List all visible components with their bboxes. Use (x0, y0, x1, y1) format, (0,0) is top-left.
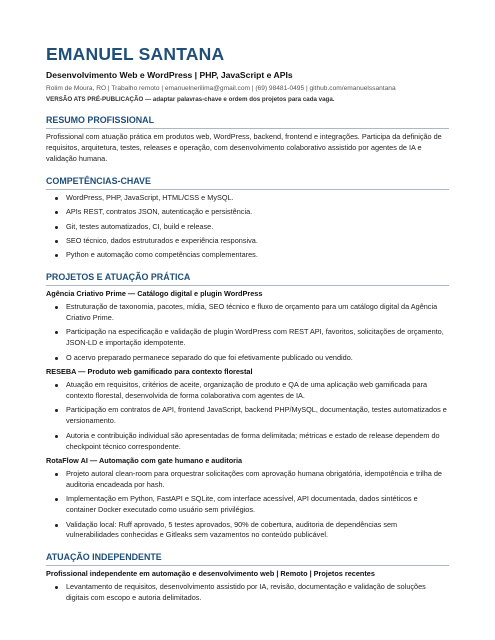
project-bullet: Estruturação de taxonomia, pacotes, mídia, SEO técnico e fluxo de orçamento para um catálogo digital da Agência Criativo Prime. (46, 302, 449, 324)
skill-item: SEO técnico, dados estruturados e experiência responsiva. (46, 236, 449, 247)
summary-text: Profissional com atuação prática em produtos web, WordPress, backend, frontend e integrações. Participa da definição de requisitos, arquitetura, testes, releases e operação, com desenvolvimento colaborativo assistido por agentes de IA e validação humana. (46, 132, 442, 163)
project-bullet: Validação local: Ruff aprovado, 5 testes aprovados, 90% de cobertura, auditoria de dependências sem vulnerabilidades conhecidas e Gitleaks sem vazamentos no conteúdo publicável. (46, 520, 449, 542)
project-bullet: Participação na especificação e validação de plugin WordPress com REST API, favoritos, solicitações de orçamento, JSON-LD e importação idempotente. (46, 327, 449, 349)
project-bullet: Projeto autoral clean-room para orquestrar solicitações com aprovação humana obrigatória, idempotência e trilha de auditoria encadeada por hash. (46, 469, 449, 491)
skill-item: Git, testes automatizados, CI, build e release. (46, 222, 449, 233)
headline: Desenvolvimento Web e WordPress | PHP, JavaScript e APIs (46, 70, 293, 80)
section-title-skills: COMPETÊNCIAS-CHAVE (46, 175, 449, 190)
independent-bullet: Levantamento de requisitos, desenvolvimento assistido por IA, revisão, documentação e validação de soluções digitais com escopo e autoria delimitados. (46, 582, 449, 604)
section-title-independent: ATUAÇÃO INDEPENDENTE (46, 551, 449, 566)
skills-list (46, 193, 449, 262)
independent-section (46, 551, 449, 604)
contact-line: Rolim de Moura, RO | Trabalho remoto | emanuelnerilima@gmail.com | (69) 98481-0495 | github.com/emanuelssantana (46, 85, 396, 92)
skill-item: Python e automação como competências complementares. (46, 250, 449, 261)
project-bullet: Atuação em requisitos, critérios de aceite, organização de produto e QA de uma aplicação web gamificada para contexto florestal, desenvolvida de forma colaborativa com agentes de IA. (46, 380, 449, 402)
independent-role: Profissional independente em automação e desenvolvimento web | Remoto | Projetos recentes (46, 569, 375, 579)
project-bullet: Participação em contratos de API, frontend JavaScript, backend PHP/MySQL, documentação, testes automatizados e versionamento. (46, 405, 449, 427)
independent-bullets (46, 582, 449, 604)
project-bullet: O acervo preparado permanece separado do que foi efetivamente publicado ou vendido. (46, 353, 449, 364)
section-title-projects: PROJETOS E ATUAÇÃO PRÁTICA (46, 271, 449, 286)
version-note: VERSÃO ATS PRÉ-PUBLICAÇÃO — adaptar palavras-chave e ordem dos projetos para cada vaga. (46, 96, 335, 103)
project-bullet: Autoria e contribuição individual são apresentadas de forma delimitada; métricas e estado de release dependem do checkpoint técnico correspondente. (46, 431, 449, 453)
project-bullets (46, 469, 449, 541)
projects-section (46, 271, 449, 541)
project-title: Agência Criativo Prime — Catálogo digital e plugin WordPress (46, 289, 263, 299)
skill-item: WordPress, PHP, JavaScript, HTML/CSS e MySQL. (46, 193, 449, 204)
project-bullets (46, 302, 449, 364)
skills-section (46, 175, 449, 262)
candidate-name: EMANUEL SANTANA (46, 44, 225, 64)
project-bullet: Implementação em Python, FastAPI e SQLite, com interface acessível, API documentada, dados sintéticos e container Docker executado como usuário sem privilégios. (46, 494, 449, 516)
skill-item: APIs REST, contratos JSON, autenticação e persistência. (46, 207, 449, 218)
project-bullets (46, 380, 449, 452)
summary-section (46, 114, 449, 165)
project-title: RotaFlow AI — Automação com gate humano e auditoria (46, 456, 243, 466)
project-title: RESEBA — Produto web gamificado para contexto florestal (46, 367, 253, 377)
section-title-summary: RESUMO PROFISSIONAL (46, 114, 449, 129)
